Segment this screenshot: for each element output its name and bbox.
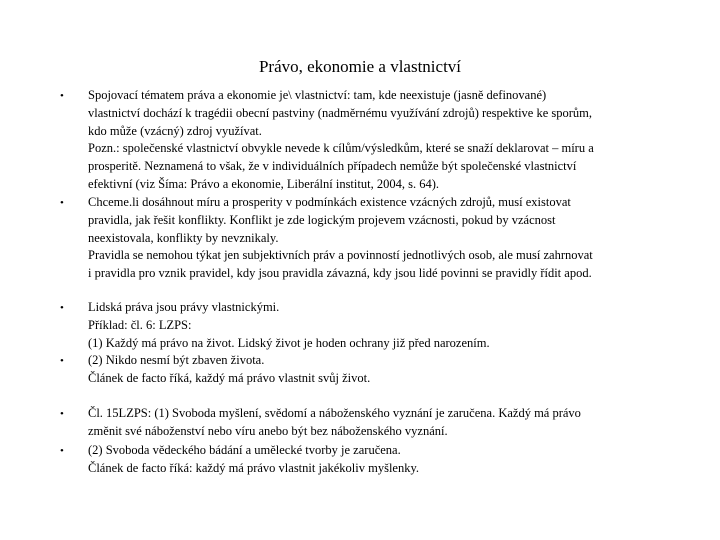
text-line: i pravidla pro vznik pravidel, kdy jsou pravidla závazná, kdy jsou lidé povinni se pravidly řídit apod. xyxy=(88,266,592,281)
text-line: Článek de facto říká: každý má právo vlastnit jakékoliv myšlenky. xyxy=(88,460,420,475)
text-line: Chceme.li dosáhnout míru a prosperity v podmínkách existence vzácných zdrojů, musí existovat xyxy=(88,195,571,209)
text-line: prosperitě. Neznamená to však, že v individuálních případech nemůže být společenské vlastnictví xyxy=(88,159,577,174)
text-line: Čl. 15LZPS: (1) Svoboda myšlení, svědomí a náboženského vyznání je zaručena. Každý má právo xyxy=(88,406,581,420)
bullet-icon: • xyxy=(60,197,64,209)
text-line: pravidla, jak řešit konflikty. Konflikt je zde logickým projevem vzácnosti, pokud by vzácnost xyxy=(88,212,556,227)
bullet-icon: • xyxy=(60,445,64,457)
text-line: Spojovací tématem práva a ekonomie je\ vlastnictví: tam, kde neexistuje (jasně definované) xyxy=(88,88,547,102)
bullet-icon: • xyxy=(60,90,64,102)
text-line: Článek de facto říká, každý má právo vlastnit svůj život. xyxy=(88,370,371,385)
text-line: kdo může (vzácný) zdroj využívat. xyxy=(88,123,262,138)
item-text xyxy=(88,194,660,283)
text-line: (2) Nikdo nesmí být zbaven života. xyxy=(88,353,265,367)
slide-title: Právo, ekonomie a vlastnictví xyxy=(258,57,462,76)
item-text xyxy=(88,442,660,478)
item-text xyxy=(88,352,660,388)
item-text xyxy=(88,299,660,352)
text-line: vlastnictví dochází k tragédii obecní pastviny (nadměrnému využívání zdrojů) respektive ke sporům, xyxy=(88,105,593,120)
text-line: (2) Svoboda vědeckého bádání a umělecké tvorby je zaručena. xyxy=(88,443,401,457)
item-text xyxy=(88,87,660,194)
text-line: Lidská práva jsou právy vlastnickými. xyxy=(88,300,280,314)
text-line: Pravidla se nemohou týkat jen subjektivních práv a povinností jednotlivých osob, ale musí zahrnovat xyxy=(88,248,593,263)
text-line: změnit své náboženství nebo víru anebo být bez náboženského vyznání. xyxy=(88,423,448,438)
bullet-icon: • xyxy=(60,302,64,314)
text-line: efektivní (viz Šíma: Právo a ekonomie, Liberální institut, 2004, s. 64). xyxy=(88,176,439,191)
bullet-icon: • xyxy=(60,408,64,420)
text-line: Příklad: čl. 6: LZPS: xyxy=(88,317,192,332)
text-line: (1) Každý má právo na život. Lidský život je hoden ochrany již před narozením. xyxy=(88,335,490,350)
item-text xyxy=(88,405,660,441)
text-line: Pozn.: společenské vlastnictví obvykle nevede k cílům/výsledkům, které se snaží deklarovat – míru a xyxy=(88,141,594,156)
bullet-icon: • xyxy=(60,355,64,367)
text-line: neexistovala, konflikty by nevznikaly. xyxy=(88,230,279,245)
